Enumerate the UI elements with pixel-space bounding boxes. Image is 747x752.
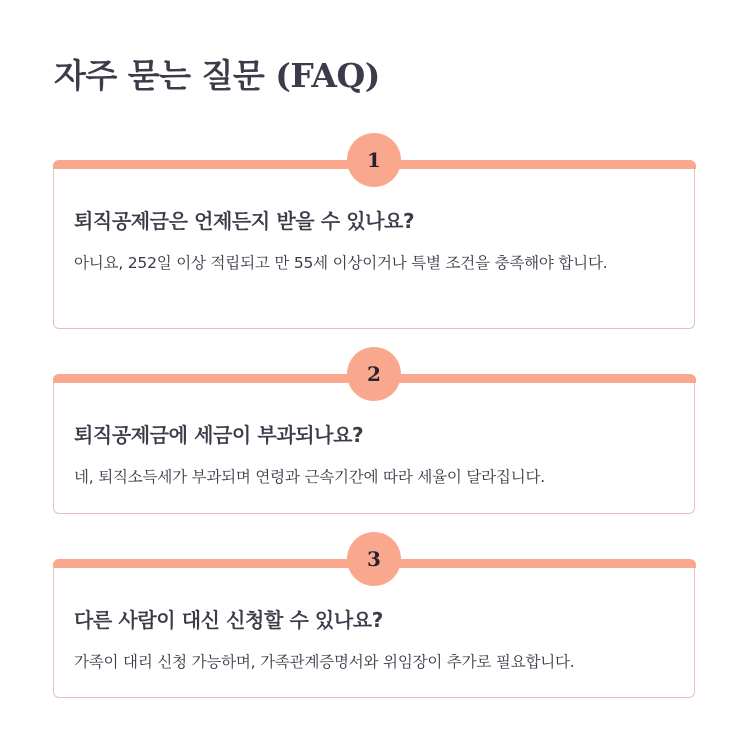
faq-list xyxy=(53,148,695,698)
page-title: 자주 묻는 질문 (FAQ) xyxy=(54,56,380,95)
faq-answer: 아니요, 252일 이상 적립되고 만 55세 이상이거나 특별 조건을 충족해야 합니다. xyxy=(74,254,608,272)
faq-number-badge: 2 xyxy=(347,347,401,401)
faq-number-badge: 3 xyxy=(347,532,401,586)
faq-question: 다른 사람이 대신 신청할 수 있나요? xyxy=(74,608,383,632)
faq-card xyxy=(53,547,695,698)
faq-answer: 네, 퇴직소득세가 부과되며 연령과 근속기간에 따라 세율이 달라집니다. xyxy=(74,468,545,486)
faq-card xyxy=(53,362,695,514)
faq-question: 퇴직공제금은 언제든지 받을 수 있나요? xyxy=(74,209,415,233)
faq-number-badge: 1 xyxy=(347,133,401,187)
faq-answer: 가족이 대리 신청 가능하며, 가족관계증명서와 위임장이 추가로 필요합니다. xyxy=(74,653,575,671)
faq-question: 퇴직공제금에 세금이 부과되나요? xyxy=(74,423,364,447)
faq-card xyxy=(53,148,695,329)
